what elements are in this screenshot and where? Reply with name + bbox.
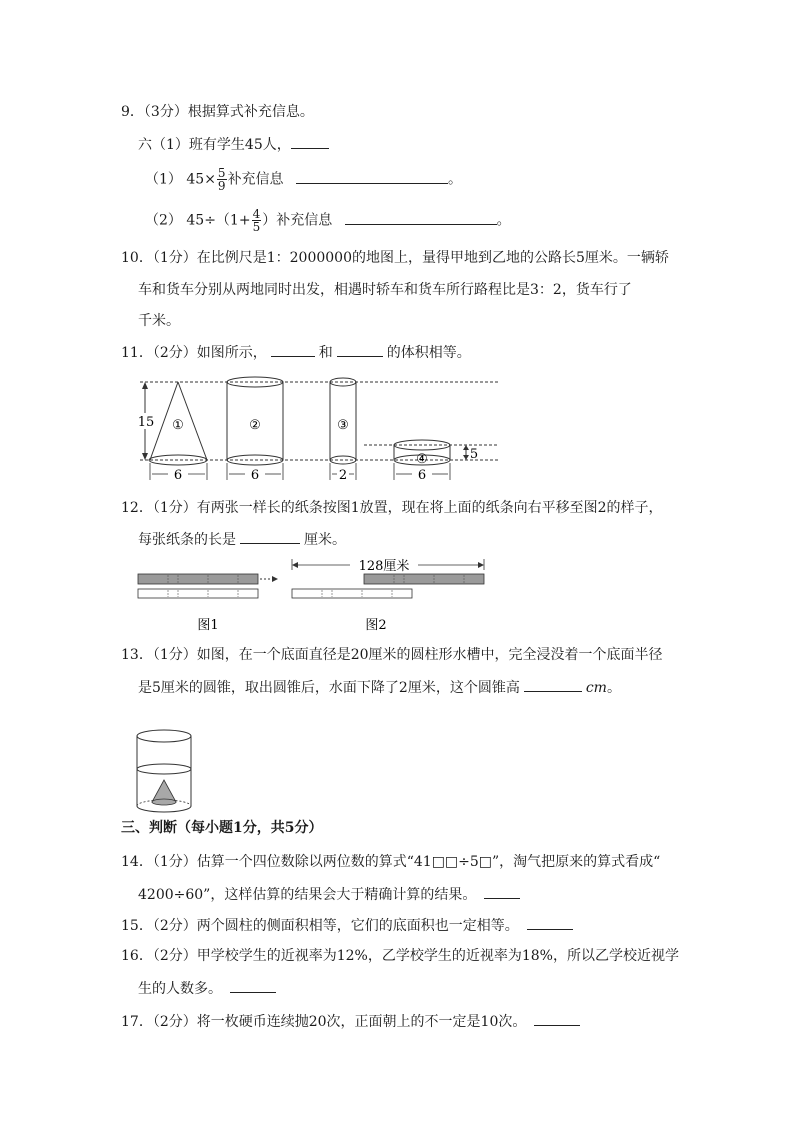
period: 。: [448, 171, 463, 188]
q10-line2: 车和货车分别从两地同时出发，相遇时轿车和货车所行路程比是3：2，货车行了: [138, 282, 632, 298]
q13-blank[interactable]: [524, 677, 582, 692]
q9-sub1-number: （1）: [145, 171, 182, 188]
q14-blank[interactable]: [484, 884, 520, 899]
q11-text-post: 的体积相等。: [386, 345, 471, 361]
q12-text-pre: 每张纸条的长是: [138, 532, 236, 548]
water-surface: [137, 764, 191, 774]
q12-line2: [138, 529, 346, 550]
q9-sub1: [145, 167, 462, 192]
q15-line: [121, 915, 573, 936]
q9-sub2-fraction: [252, 208, 262, 233]
small-height-label-5: 5: [469, 447, 479, 462]
q9-context: [138, 134, 329, 155]
shape-3-label: ③: [337, 418, 349, 433]
q9-sub2: [145, 208, 511, 233]
q17-text: 17．（2分）将一枚硬币连续抛20次，正面朝上的不一定是10次。: [121, 1014, 527, 1030]
fraction-numerator: 4: [252, 207, 261, 221]
q13-line2: [138, 677, 621, 698]
q13-period: 。: [606, 680, 621, 696]
shape-4-label: ④: [416, 452, 428, 467]
diameter-label-3: 2: [338, 468, 348, 483]
diameter-label-2: 6: [250, 468, 260, 483]
q14-text: 4200÷60”，这样估算的结果会大于精确计算的结果。: [138, 887, 477, 903]
q15-blank[interactable]: [527, 915, 573, 930]
q11-text-mid: 和: [318, 345, 333, 361]
q9-sub2-expression: 45÷（1+: [186, 212, 251, 229]
q11-text-pre: 11．（2分）如图所示，: [121, 345, 267, 361]
q11-question: [121, 342, 471, 363]
q13-unit: cm: [585, 680, 607, 696]
tank-top: [137, 730, 191, 742]
q16-text: 生的人数多。: [138, 981, 222, 997]
q12-text-post: 厘米。: [304, 532, 346, 548]
q9-sub1-fraction: [217, 167, 227, 192]
diameter-label-1: 6: [173, 468, 183, 483]
q11-blank-2[interactable]: [337, 342, 383, 357]
q13-figure: [132, 728, 198, 814]
arrow-head-up: [142, 382, 148, 389]
q10-line1: 10．（1分）在比例尺是1：2000000的地图上，量得甲地到乙地的公路长5厘米。一辆轿: [121, 250, 669, 266]
arrow-head-down: [142, 453, 148, 460]
fig1-bottom-strip: [138, 589, 258, 598]
q15-text: 15．（2分）两个圆柱的侧面积相等，它们的底面积也一定相等。: [121, 918, 519, 934]
q9-context-text: 六（1）班有学生45人，: [138, 137, 291, 153]
section-3-heading: 三、判断（每小题1分，共5分）: [121, 820, 323, 836]
q9-sub1-label: 补充信息: [227, 171, 284, 188]
q11-figure: [130, 372, 510, 487]
q13-line1: 13．（1分）如图，在一个底面直径是20厘米的圆柱形水槽中，完全浸没着一个底面半径: [121, 647, 663, 663]
q9-sub2-label: ）补充信息: [262, 212, 333, 229]
q17-blank[interactable]: [534, 1011, 580, 1026]
fraction-denominator: 5: [252, 220, 261, 234]
tank-base: [137, 806, 191, 812]
q12-blank[interactable]: [240, 529, 300, 544]
fraction-denominator: 9: [217, 179, 226, 193]
fig2-label: 图2: [365, 618, 387, 633]
q17-line: [121, 1011, 580, 1032]
q16-line2: [138, 978, 276, 999]
q9-heading: 9．（3分）根据算式补充信息。: [121, 104, 314, 120]
q9-sub2-number: （2）: [145, 212, 182, 229]
shape-1-label: ①: [172, 418, 184, 433]
distance-label: 128厘米: [358, 559, 410, 574]
fraction-numerator: 5: [217, 166, 226, 180]
q14-line1: 14．（1分）估算一个四位数除以两位数的算式“41□□÷5□”，淘气把原来的算式看成“: [121, 854, 661, 870]
q12-line1: 12．（1分）有两张一样长的纸条按图1放置，现在将上面的纸条向右平移至图2的样子，: [121, 500, 663, 516]
diameter-label-4: 6: [417, 468, 427, 483]
q11-blank-1[interactable]: [271, 342, 315, 357]
q12-figure: [130, 556, 500, 638]
q9-sub1-expression: 45×: [186, 171, 216, 188]
height-label-15: 15: [137, 415, 155, 430]
q13-text-pre: 是5厘米的圆锥，取出圆锥后，水面下降了2厘米，这个圆锥高: [138, 680, 520, 696]
q14-line2: [138, 884, 520, 905]
fig1-label: 图1: [197, 618, 219, 633]
q16-blank[interactable]: [230, 978, 276, 993]
period: 。: [496, 212, 511, 229]
q9-sub1-answer-blank[interactable]: [296, 169, 448, 184]
shape-2-label: ②: [249, 418, 261, 433]
q10-line3: 千米。: [138, 313, 180, 329]
q16-line1: 16．（2分）甲学校学生的近视率为12%，乙学校学生的近视率为18%，所以乙学校近视学: [121, 948, 679, 964]
q9-sub2-answer-blank[interactable]: [345, 210, 497, 225]
fig2-bottom-strip: [292, 589, 412, 598]
fig1-top-strip: [138, 574, 258, 584]
q9-context-blank[interactable]: [291, 134, 329, 149]
fig2-top-strip: [364, 574, 484, 584]
